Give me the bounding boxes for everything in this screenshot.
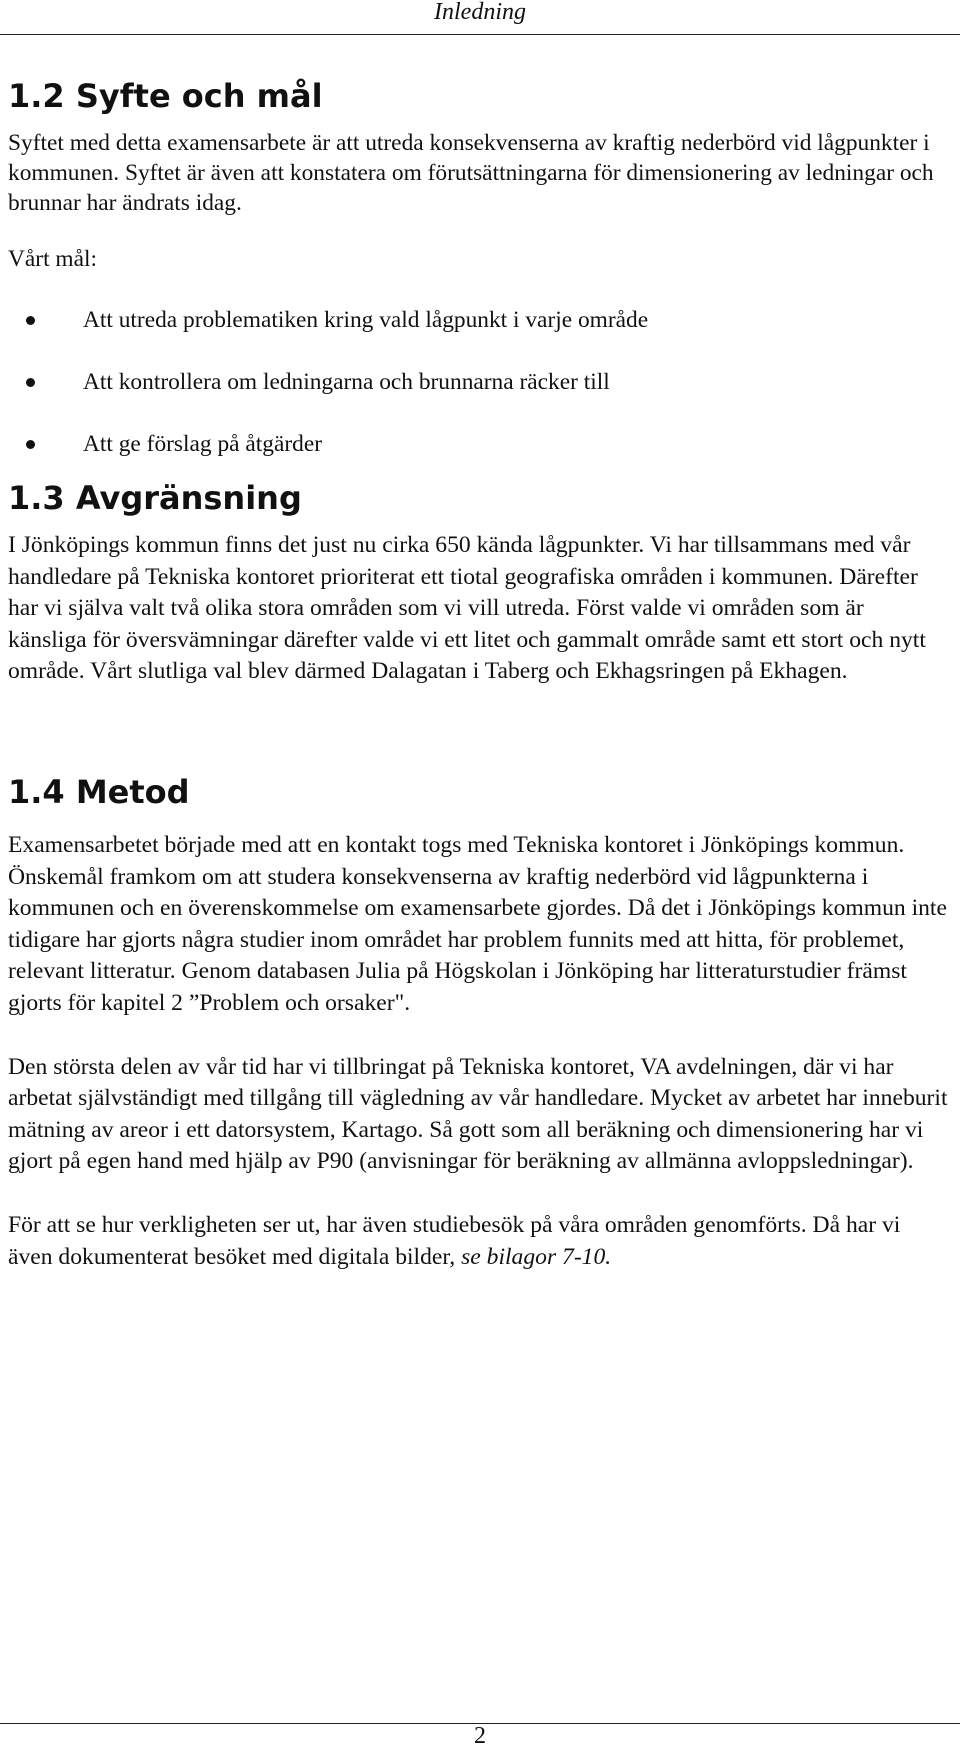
goals-label: Vårt mål: <box>8 246 97 272</box>
list-item-text: Att kontrollera om ledningarna och brunnarna räcker till <box>83 369 610 395</box>
running-header-title: Inledning <box>434 0 526 25</box>
paragraph-text: För att se hur verkligheten ser ut, har även studiebesök på våra områden genomförts. Då har vi även dokumenterat besöket med digitala bilder, <box>8 1211 901 1270</box>
section-heading: 1.3 Avgränsning <box>8 479 302 517</box>
appendix-reference: se bilagor 7-10. <box>461 1243 612 1270</box>
list-item <box>8 367 948 429</box>
bullet-icon <box>26 440 35 449</box>
section-heading: 1.2 Syfte och mål <box>8 77 323 115</box>
section-syfte-och-mal <box>8 76 948 218</box>
list-item-text: Att ge förslag på åtgärder <box>83 431 323 457</box>
goals-block <box>8 244 948 274</box>
running-header <box>0 0 960 35</box>
section-heading: 1.4 Metod <box>8 773 190 811</box>
bullet-icon <box>26 378 35 387</box>
page-number: 2 <box>474 1723 486 1749</box>
bullet-icon <box>26 316 35 325</box>
body-paragraph <box>8 1210 948 1273</box>
list-item-text: Att utreda problematiken kring vald lågpunkt i varje område <box>83 307 649 333</box>
section-avgransning <box>8 478 948 688</box>
body-paragraph: Examensarbetet började med att en kontakt togs med Tekniska kontoret i Jönköpings kommun. Önskemål framkom om att studera konsekvenserna av kraftig nederbörd vid lågpunkterna i kommunen och en överenskommelse om examensarbete gjordes. Då det i Jönköpings kommun inte tidigare har gjorts några studier inom området har problem funnits med att hitta, för problemet, relevant litteratur. Genom databasen Julia på Högskolan i Jönköping har litteraturstudier främst gjorts för kapitel 2 ”Problem och orsaker". <box>8 832 947 1016</box>
body-paragraph: Syftet med detta examensarbete är att utreda konsekvenserna av kraftig nederbörd vid lågpunkter i kommunen. Syftet är även att konstatera om förutsättningarna för dimensionering av ledningar och brunnar har ändrats idag. <box>8 130 934 216</box>
body-paragraph: Den största delen av vår tid har vi tillbringat på Tekniska kontoret, VA avdelningen, där vi har arbetat självständigt med tillgång till vägledning av vår handledare. Mycket av arbetet har inneburit mätning av areor i ett datorsystem, Kartago. Så gott som all beräkning och dimensionering har vi gjort på egen hand med hjälp av P90 (anvisningar för beräkning av allmänna avloppsledningar). <box>8 1053 948 1175</box>
section-metod <box>8 772 948 1273</box>
body-paragraph: I Jönköpings kommun finns det just nu cirka 650 kända lågpunkter. Vi har tillsammans med vår handledare på Tekniska kontoret prioriterat ett tiotal geografiska områden i kommunen. Därefter har vi själva valt två olika stora områden som vi vill utreda. Först valde vi områden som är känsliga för översvämningar därefter valde vi ett litet och gammalt område samt ett stort och nytt område. Vårt slutliga val blev därmed Dalagatan i Taberg och Ekhagsringen på Ekhagen. <box>8 532 926 685</box>
goals-list <box>8 305 948 491</box>
list-item <box>8 305 948 367</box>
